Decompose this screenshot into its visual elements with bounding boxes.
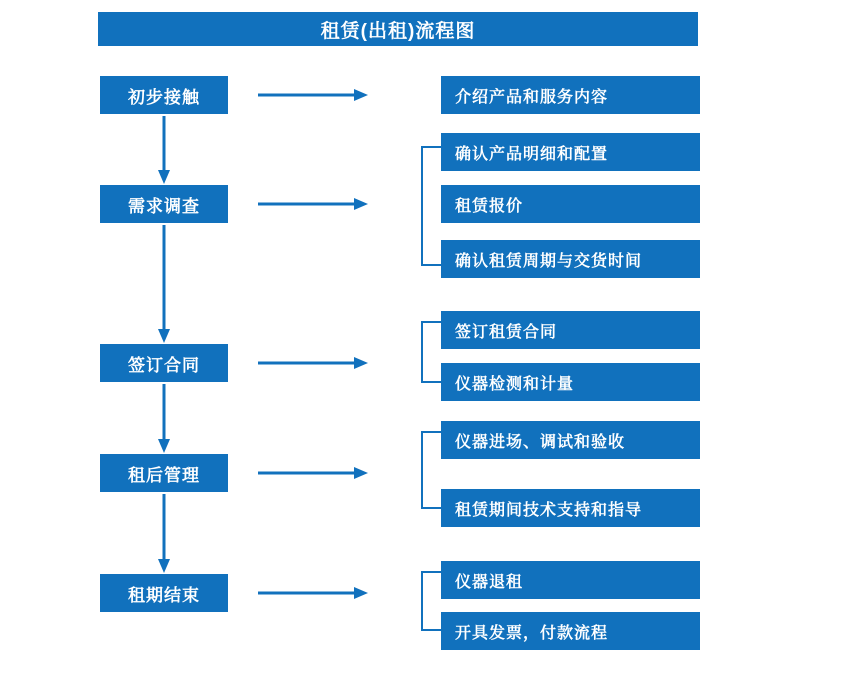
task-box-4: 确认租赁周期与交货时间 xyxy=(441,240,700,278)
group-bracket-1 xyxy=(418,145,442,267)
stage-box-1: 初步接触 xyxy=(100,76,228,114)
group-bracket-4 xyxy=(418,570,442,632)
arrow-right-icon-5 xyxy=(258,587,368,599)
stage-box-2: 需求调查 xyxy=(100,185,228,223)
arrow-down-icon-3 xyxy=(158,384,170,453)
task-box-3: 租赁报价 xyxy=(441,185,700,223)
arrow-right-icon-3 xyxy=(258,357,368,369)
group-bracket-2 xyxy=(418,320,442,384)
arrow-down-icon-2 xyxy=(158,225,170,343)
arrow-right-icon-4 xyxy=(258,467,368,479)
stage-box-3: 签订合同 xyxy=(100,344,228,382)
task-box-6: 仪器检测和计量 xyxy=(441,363,700,401)
task-box-1: 介绍产品和服务内容 xyxy=(441,76,700,114)
group-bracket-3 xyxy=(418,430,442,510)
task-box-10: 开具发票，付款流程 xyxy=(441,612,700,650)
arrow-right-icon-1 xyxy=(258,89,368,101)
task-box-5: 签订租赁合同 xyxy=(441,311,700,349)
page-title: 租赁(出租)流程图 xyxy=(98,12,698,46)
arrow-down-icon-1 xyxy=(158,116,170,184)
arrow-right-icon-2 xyxy=(258,198,368,210)
task-box-9: 仪器退租 xyxy=(441,561,700,599)
arrow-down-icon-4 xyxy=(158,494,170,573)
stage-box-5: 租期结束 xyxy=(100,574,228,612)
task-box-2: 确认产品明细和配置 xyxy=(441,133,700,171)
task-box-7: 仪器进场、调试和验收 xyxy=(441,421,700,459)
stage-box-4: 租后管理 xyxy=(100,454,228,492)
task-box-8: 租赁期间技术支持和指导 xyxy=(441,489,700,527)
